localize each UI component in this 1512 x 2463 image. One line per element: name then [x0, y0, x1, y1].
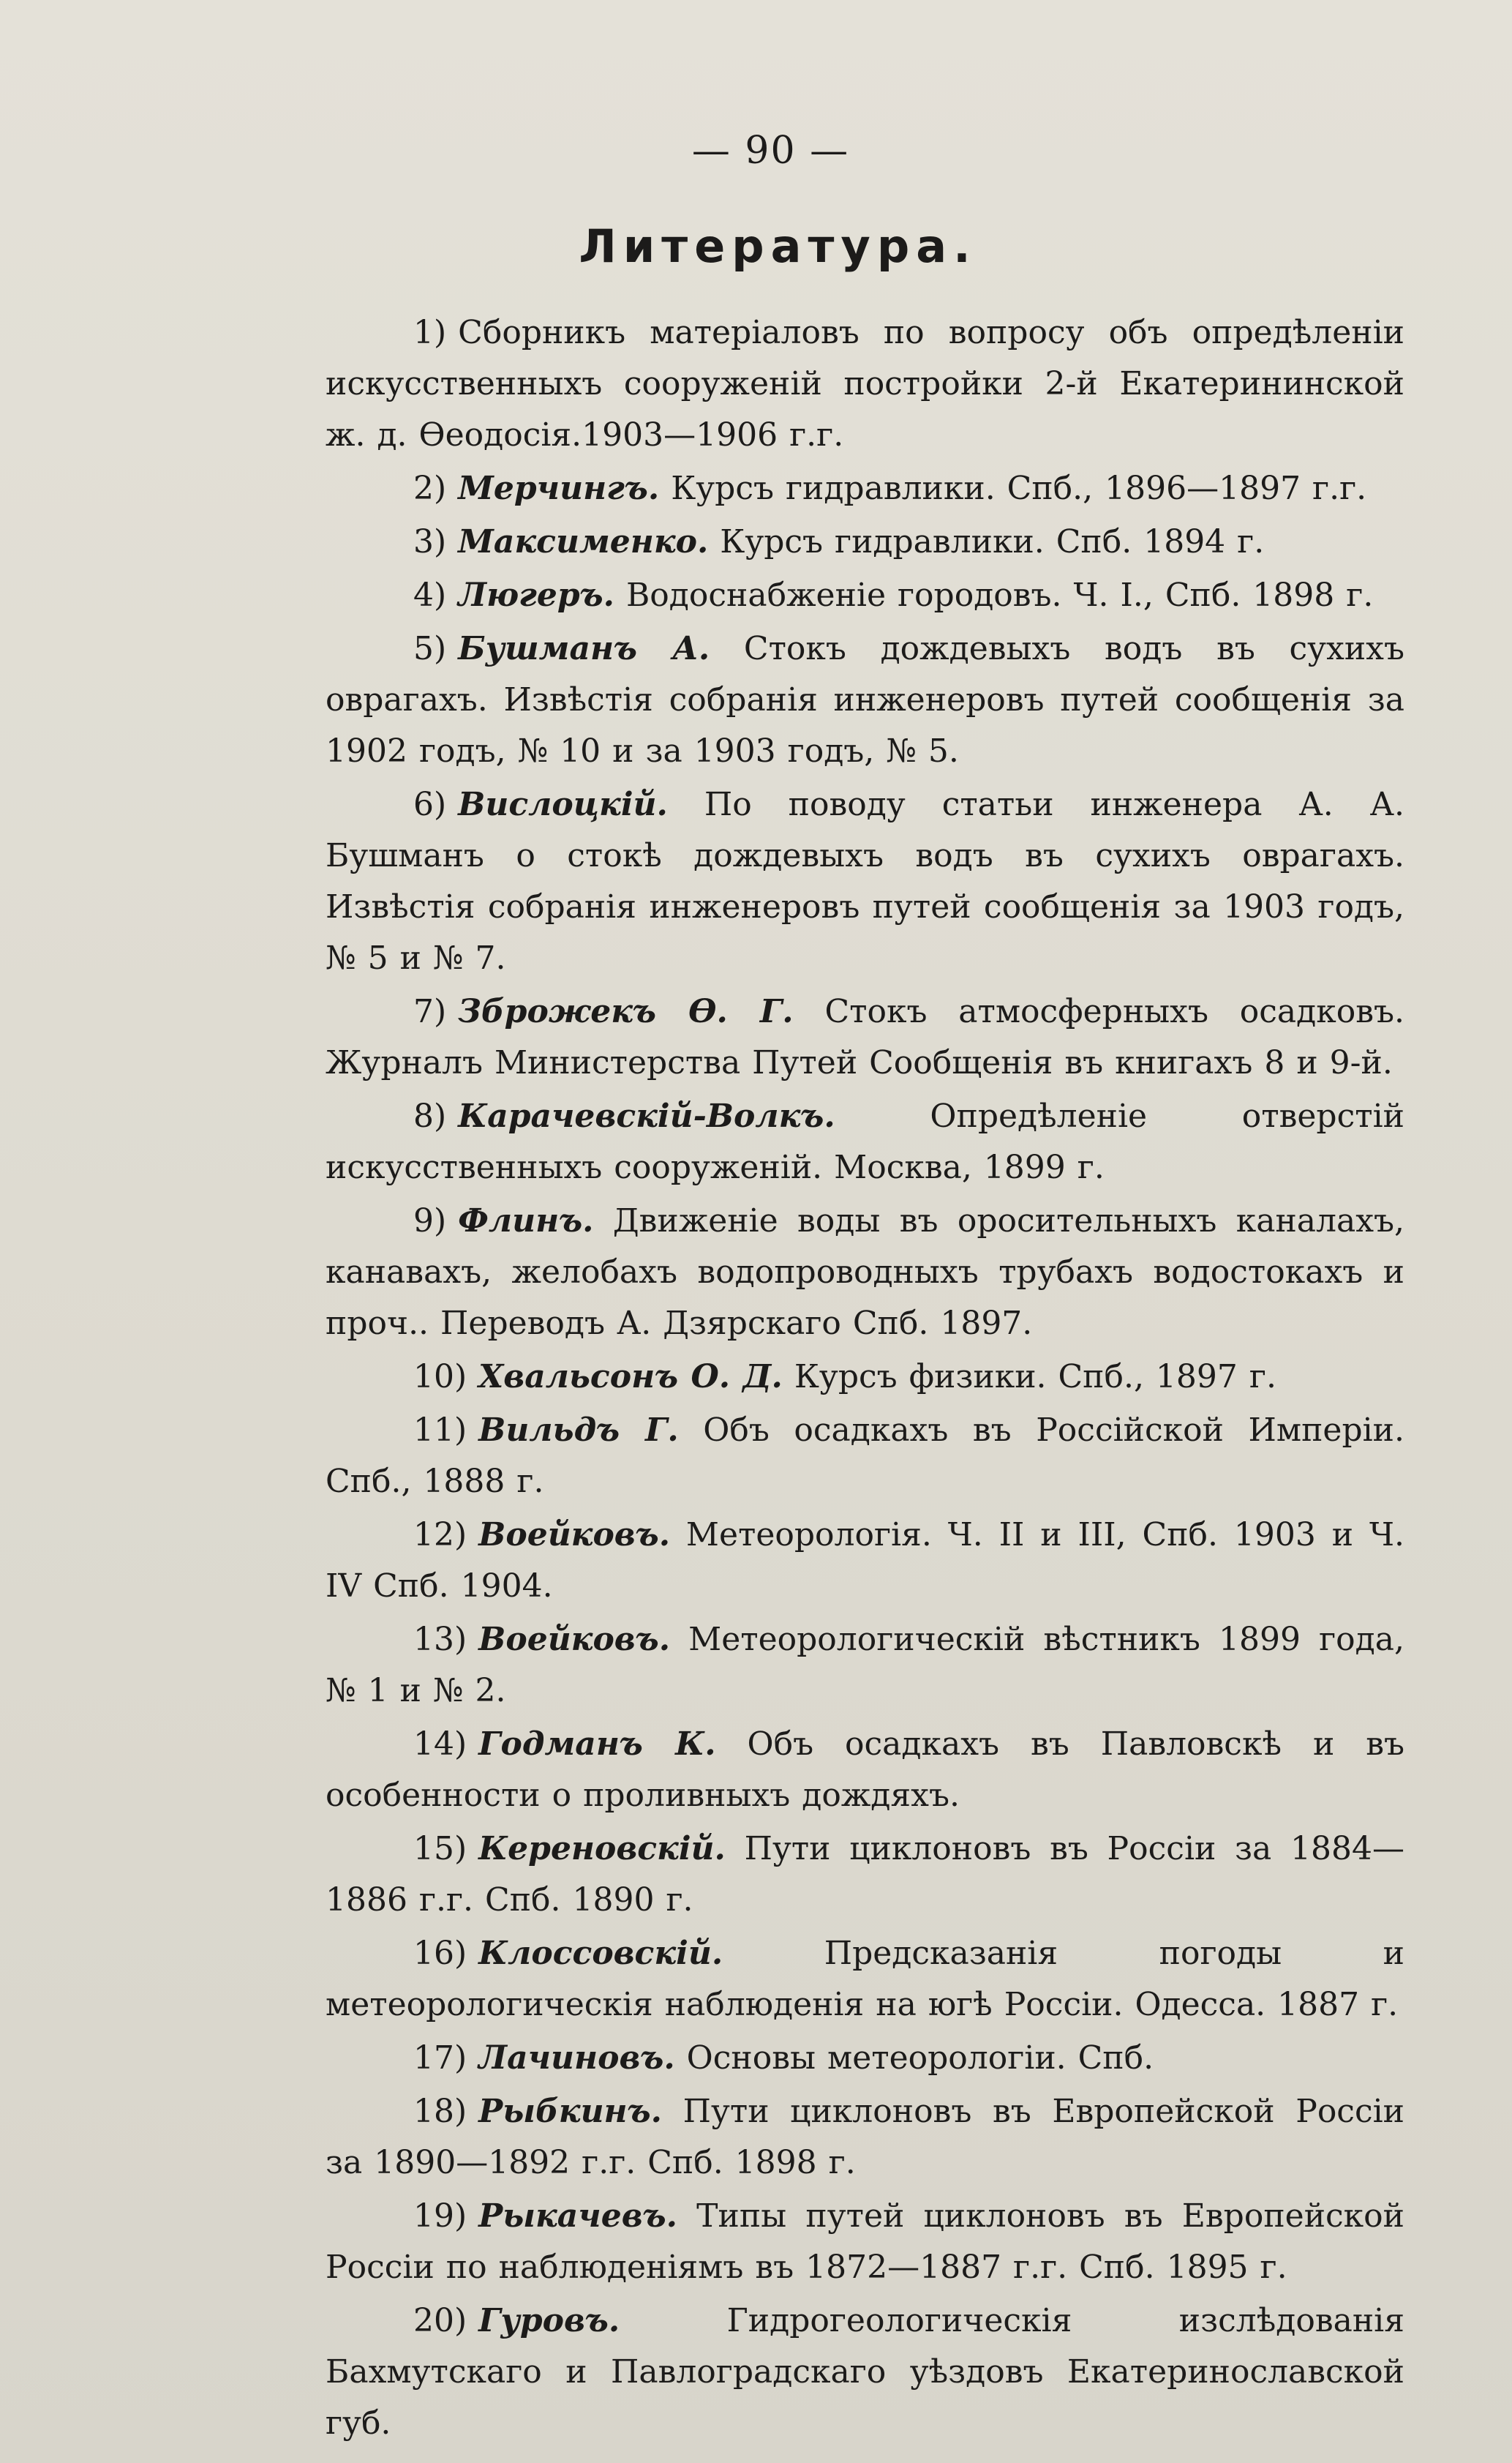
reference-text: Курсъ гидравлики. Спб. 1894 г. [720, 523, 1265, 561]
reference-author: Гуровъ. [478, 2302, 620, 2339]
reference-author: Хвальсонъ О. Д. [478, 1358, 783, 1395]
reference-number: 20) [413, 2302, 467, 2339]
reference-author: Мерчингъ. [458, 470, 660, 507]
page-title: Литература. [579, 220, 977, 273]
reference-text: Основы метеорологіи. Спб. [686, 2039, 1154, 2077]
reference-number: 15) [413, 1830, 467, 1867]
reference-author: Кереновскій. [478, 1830, 726, 1867]
reference-text: Пути циклоновъ въ Европейской Россіи за 1890—1892 г.г. Спб. 1898 г. [326, 2093, 1404, 2181]
reference-item [326, 1091, 1404, 1193]
reference-number: 6) [413, 786, 447, 823]
reference-author: Воейковъ. [478, 1516, 671, 1553]
reference-text: Метеорологія. Ч. II и III, Спб. 1903 и Ч. IV Спб. 1904. [326, 1516, 1404, 1605]
reference-item [326, 517, 1404, 568]
reference-number: 3) [413, 523, 447, 561]
reference-text: Объ осадкахъ въ Россійской Имперіи. Спб., 1888 г. [326, 1412, 1404, 1500]
reference-item [326, 2191, 1404, 2293]
reference-number: 4) [413, 577, 447, 614]
reference-author: Флинъ. [458, 1202, 594, 1240]
reference-number: 9) [413, 1202, 447, 1240]
reference-item [326, 623, 1404, 777]
reference-text: Курсъ физики. Спб., 1897 г. [794, 1358, 1276, 1395]
reference-number: 10) [413, 1358, 467, 1395]
reference-text: Пути циклоновъ въ Россіи за 1884—1886 г.г. Спб. 1890 г. [326, 1830, 1404, 1919]
reference-item [326, 2295, 1404, 2449]
reference-number: 18) [413, 2093, 467, 2130]
reference-item [326, 2033, 1404, 2084]
reference-item [326, 307, 1404, 461]
reference-list [326, 307, 1404, 2451]
reference-text: Объ осадкахъ въ Павловскѣ и въ особенности о проливныхъ дождяхъ. [326, 1725, 1404, 1814]
reference-number: 2) [413, 470, 447, 507]
reference-text: Курсъ гидравлики. Спб., 1896—1897 г.г. [671, 470, 1367, 507]
reference-author: Воейковъ. [478, 1621, 671, 1658]
reference-text: По поводу статьи инженера А. А. Бушманъ о стокѣ дождевыхъ водъ въ сухихъ оврагахъ. Извѣстія собранія инженеровъ путей сообщенія за 1903 годъ, № 5 и № 7. [326, 786, 1404, 977]
reference-author: Рыкачевъ. [478, 2197, 677, 2235]
reference-text: Стокъ атмосферныхъ осадковъ. Журналъ Министерства Путей Сообщенія въ книгахъ 8 и 9-й. [326, 993, 1404, 1081]
reference-author: Лачиновъ. [478, 2039, 675, 2077]
reference-text: Стокъ дождевыхъ водъ въ сухихъ оврагахъ. Извѣстія собранія инженеровъ путей сообщенія за 1902 годъ, № 10 и за 1903 годъ, № 5. [326, 630, 1404, 770]
reference-item [326, 1405, 1404, 1507]
reference-text: Движеніе воды въ оросительныхъ каналахъ, канавахъ, желобахъ водопроводныхъ трубахъ водостокахъ и проч.. Переводъ А. Дзярскаго Спб. 1897. [326, 1202, 1404, 1342]
reference-item [326, 570, 1404, 621]
reference-item [326, 1719, 1404, 1821]
reference-item [326, 1510, 1404, 1612]
reference-author: Рыбкинъ. [478, 2093, 662, 2130]
reference-number: 13) [413, 1621, 467, 1658]
reference-text: Типы путей циклоновъ въ Европейской Россіи по наблюденіямъ въ 1872—1887 г.г. Спб. 1895 г. [326, 2197, 1404, 2286]
reference-number: 12) [413, 1516, 467, 1553]
reference-author: Карачевскій-Волкъ. [458, 1098, 835, 1135]
reference-number: 8) [413, 1098, 447, 1135]
reference-author: Бушманъ А. [458, 630, 710, 667]
reference-number: 17) [413, 2039, 467, 2077]
reference-number: 5) [413, 630, 447, 667]
reference-text: Сборникъ матеріаловъ по вопросу объ опредѣленіи искусственныхъ сооруженій постройки 2-й Екатерининской ж. д. Ѳеодосія.1903—1906 г.г. [326, 314, 1404, 454]
reference-author: Клоссовскій. [478, 1935, 723, 1972]
reference-item [326, 1352, 1404, 1403]
reference-author: Вильдъ Г. [478, 1412, 679, 1449]
reference-author: Вислоцкій. [458, 786, 668, 823]
reference-number: 16) [413, 1935, 467, 1972]
reference-item [326, 986, 1404, 1089]
reference-text: Опредѣленіе отверстій искусственныхъ сооруженій. Москва, 1899 г. [326, 1098, 1404, 1186]
reference-author: Годманъ К. [478, 1725, 716, 1763]
reference-author: Максименко. [458, 523, 709, 561]
reference-text: Метеорологическій вѣстникъ 1899 года, № 1 и № 2. [326, 1621, 1404, 1709]
reference-number: 1) [413, 314, 447, 351]
reference-number: 19) [413, 2197, 467, 2235]
reference-item [326, 1823, 1404, 1926]
reference-number: 11) [413, 1412, 467, 1449]
reference-author: Люгеръ. [458, 577, 614, 614]
reference-item [326, 463, 1404, 514]
reference-text: Предсказанія погоды и метеорологическія наблюденія на югѣ Россіи. Одесса. 1887 г. [326, 1935, 1404, 2023]
reference-item [326, 2086, 1404, 2189]
reference-text: Водоснабженіе городовъ. Ч. I., Спб. 1898 г. [625, 577, 1374, 614]
page-number: — 90 — [691, 129, 850, 173]
reference-author: Зброжекъ Ѳ. Г. [458, 993, 794, 1030]
reference-item [326, 1928, 1404, 2031]
reference-number: 7) [413, 993, 447, 1030]
reference-item [326, 779, 1404, 984]
reference-item [326, 1196, 1404, 1349]
reference-text: Гидрогеологическія изслѣдованія Бахмутскаго и Павлоградскаго уѣздовъ Екатеринославской губ. [326, 2302, 1404, 2442]
reference-item [326, 1614, 1404, 1717]
reference-number: 14) [413, 1725, 467, 1763]
